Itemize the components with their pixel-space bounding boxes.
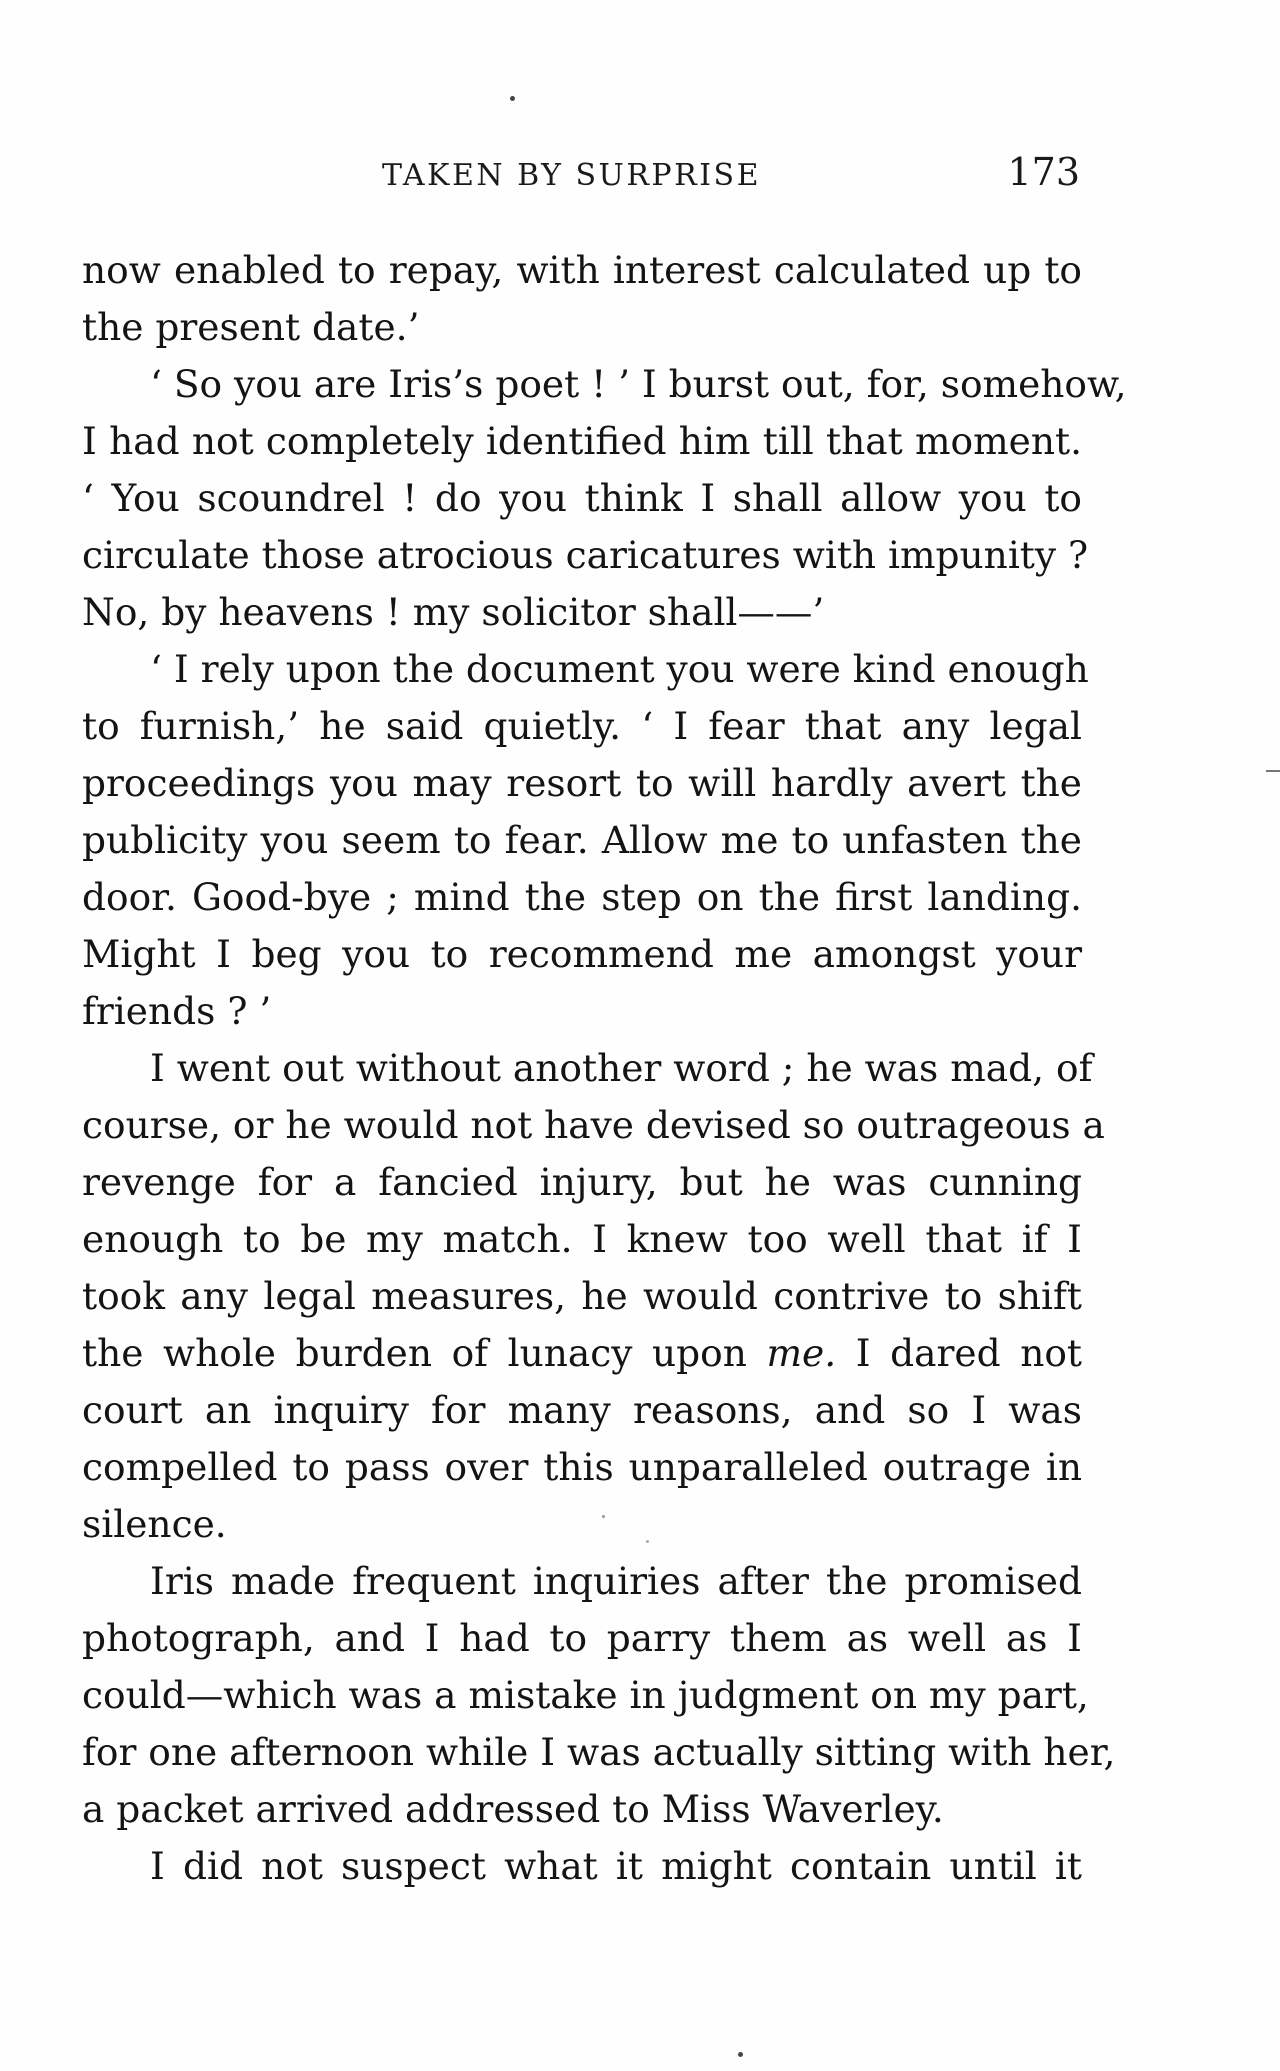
text-line: friends ? ’ bbox=[82, 989, 272, 1033]
text-line: took any legal measures, he would contrive to shift bbox=[82, 1274, 1082, 1318]
text-line: photograph, and I had to parry them as well as I bbox=[82, 1616, 1082, 1660]
text-line: silence. bbox=[82, 1502, 227, 1546]
text-line: ‘ You scoundrel ! do you think I shall allow you to bbox=[82, 476, 1082, 520]
text-line: the present date.’ bbox=[82, 305, 420, 349]
running-title: TAKEN BY SURPRISE bbox=[382, 158, 761, 193]
text-segment: I dared not bbox=[855, 1331, 1082, 1375]
print-speck bbox=[646, 1540, 649, 1543]
page-edge-mark bbox=[1266, 770, 1280, 772]
body-text bbox=[82, 242, 1127, 1895]
print-speck bbox=[738, 2052, 743, 2057]
text-segment: the whole burden of lunacy upon bbox=[82, 1331, 747, 1375]
text-line: for one afternoon while I was actually sitting with her, bbox=[82, 1730, 1116, 1774]
text-line: Might I beg you to recommend me amongst your bbox=[82, 932, 1082, 976]
text-line: circulate those atrocious caricatures with impunity ? bbox=[82, 533, 1089, 577]
text-line bbox=[82, 1325, 1082, 1382]
text-line: now enabled to repay, with interest calculated up to bbox=[82, 248, 1082, 292]
text-line: door. Good-bye ; mind the step on the first landing. bbox=[82, 875, 1082, 919]
text-line: I had not completely identified him till that moment. bbox=[82, 419, 1082, 463]
text-line: enough to be my match. I knew too well that if I bbox=[82, 1217, 1082, 1261]
print-speck bbox=[602, 1515, 605, 1518]
text-line: court an inquiry for many reasons, and so I was bbox=[82, 1388, 1082, 1432]
text-line: Iris made frequent inquiries after the promised bbox=[150, 1559, 1082, 1603]
text-line: proceedings you may resort to will hardly avert the bbox=[82, 761, 1082, 805]
text-line: a packet arrived addressed to Miss Waverley. bbox=[82, 1787, 944, 1831]
print-speck bbox=[510, 96, 515, 101]
text-line: ‘ So you are Iris’s poet ! ’ I burst out, for, somehow, bbox=[150, 362, 1127, 406]
text-line: ‘ I rely upon the document you were kind enough bbox=[150, 647, 1089, 691]
text-line: No, by heavens ! my solicitor shall——’ bbox=[82, 590, 825, 634]
text-line: to furnish,’ he said quietly. ‘ I fear that any legal bbox=[82, 704, 1082, 748]
emphasis-me: me. bbox=[766, 1331, 837, 1375]
text-line: could—which was a mistake in judgment on my part, bbox=[82, 1673, 1089, 1717]
text-line: I did not suspect what it might contain until it bbox=[150, 1844, 1082, 1888]
text-line: publicity you seem to fear. Allow me to unfasten the bbox=[82, 818, 1082, 862]
text-line: revenge for a fancied injury, but he was cunning bbox=[82, 1160, 1082, 1204]
page-number: 173 bbox=[1007, 150, 1080, 194]
text-line: course, or he would not have devised so outrageous a bbox=[82, 1103, 1105, 1147]
running-header bbox=[80, 150, 1080, 200]
text-line: I went out without another word ; he was mad, of bbox=[150, 1046, 1093, 1090]
text-line: compelled to pass over this unparalleled outrage in bbox=[82, 1445, 1082, 1489]
